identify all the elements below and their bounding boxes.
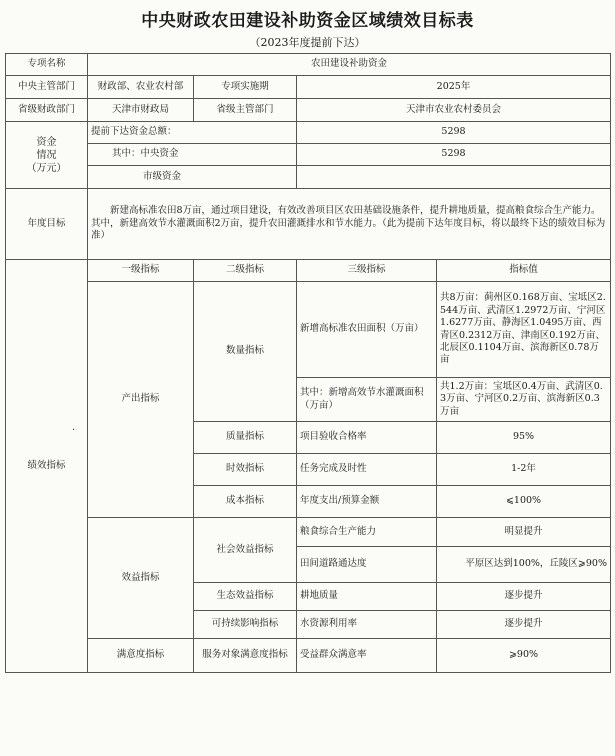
quality-level2: 质量指标 xyxy=(194,422,297,454)
central-dept-value: 财政部、农业农村部 xyxy=(88,76,194,99)
quantity-row2-value: 共1.2万亩：宝坻区0.4万亩、武清区0.3万亩、宁河区0.2万亩、滨海新区0.3万亩 xyxy=(437,378,611,422)
header-value: 指标值 xyxy=(437,260,611,282)
funds-total-row xyxy=(6,122,611,144)
indicators-section-label: 绩效指标 xyxy=(6,260,88,673)
funds-city-label: 市级资金 xyxy=(88,166,297,189)
satisfaction-level2: 服务对象满意度指标 xyxy=(194,639,297,673)
timeliness-level3: 任务完成及时性 xyxy=(297,454,437,486)
funds-total-value: 5298 xyxy=(297,122,611,144)
quality-value: 95% xyxy=(437,422,611,454)
sustainable-value: 逐步提升 xyxy=(437,611,611,639)
project-name-row xyxy=(6,54,611,76)
period-label: 专项实施期 xyxy=(194,76,297,99)
quantity-level2: 数量指标 xyxy=(194,282,297,422)
satisfaction-row xyxy=(6,639,611,673)
central-dept-label: 中央主管部门 xyxy=(6,76,88,99)
sustainable-level3: 水资源利用率 xyxy=(297,611,437,639)
cost-level3: 年度支出/预算金额 xyxy=(297,486,437,518)
annual-goal-row xyxy=(6,189,611,260)
sustainable-level2: 可持续影响指标 xyxy=(194,611,297,639)
social-row1-value: 明显提升 xyxy=(437,518,611,547)
period-value: 2025年 xyxy=(297,76,611,99)
quantity-row1-level3: 新增高标准农田面积（万亩） xyxy=(297,282,437,378)
header-level2: 二级指标 xyxy=(194,260,297,282)
project-name-label: 专项名称 xyxy=(6,54,88,76)
social-level2: 社会效益指标 xyxy=(194,518,297,583)
ecological-level2: 生态效益指标 xyxy=(194,583,297,611)
provincial-row xyxy=(6,99,611,122)
output-quantity-row-1 xyxy=(6,282,611,378)
central-dept-row xyxy=(6,76,611,99)
funds-central-label: 其中：中央资金 xyxy=(88,144,297,166)
quality-level3: 项目验收合格率 xyxy=(297,422,437,454)
ecological-level3: 耕地质量 xyxy=(297,583,437,611)
document-subtitle: （2023年度提前下达） xyxy=(249,36,366,49)
timeliness-level2: 时效指标 xyxy=(194,454,297,486)
prov-finance-value: 天津市财政局 xyxy=(88,99,194,122)
social-row1-level3: 粮食综合生产能力 xyxy=(297,518,437,547)
satisfaction-level3: 受益群众满意率 xyxy=(297,639,437,673)
project-name-value: 农田建设补助资金 xyxy=(88,54,611,76)
funds-central-row xyxy=(6,144,611,166)
prov-dept-label: 省级主管部门 xyxy=(194,99,297,122)
satisfaction-value: ⩾90% xyxy=(437,639,611,673)
prov-finance-label: 省级财政部门 xyxy=(6,99,88,122)
stray-mark: · xyxy=(72,425,76,436)
cost-level2: 成本指标 xyxy=(194,486,297,518)
funds-total-label: 提前下达资金总额： xyxy=(88,122,297,144)
funds-label: 资金 情况 （万元） xyxy=(6,122,88,189)
header-level1: 一级指标 xyxy=(88,260,194,282)
document-title: 中央财政农田建设补助资金区域绩效目标表 xyxy=(141,11,474,31)
satisfaction-level1: 满意度指标 xyxy=(88,639,194,673)
ecological-value: 逐步提升 xyxy=(437,583,611,611)
social-row2-value: 平原区达到100%，丘陵区⩾90% xyxy=(437,547,611,583)
indicator-header-row xyxy=(6,260,611,282)
prov-dept-value: 天津市农业农村委员会 xyxy=(297,99,611,122)
quantity-row2-level3: 其中：新增高效节水灌溉面积（万亩） xyxy=(297,378,437,422)
timeliness-value: 1-2年 xyxy=(437,454,611,486)
funds-central-value: 5298 xyxy=(297,144,611,166)
annual-goal-label: 年度目标 xyxy=(6,189,88,260)
funds-city-row xyxy=(6,166,611,189)
header-level3: 三级指标 xyxy=(297,260,437,282)
benefit-level1: 效益指标 xyxy=(88,518,194,639)
output-level1: 产出指标 xyxy=(88,282,194,518)
benefit-social-row-1 xyxy=(6,518,611,547)
funds-city-value xyxy=(297,166,611,189)
quantity-row1-value: 共8万亩：蓟州区0.168万亩、宝坻区2.544万亩、武清区1.2972万亩、宁河区1.6277万亩、静海区1.0495万亩、西青区0.2312万亩、津南区0.192万亩、北辰区0.1104万亩、滨海新区0.78万亩 xyxy=(437,282,611,378)
social-row2-level3: 田间道路通达度 xyxy=(297,547,437,583)
cost-value: ⩽100% xyxy=(437,486,611,518)
annual-goal-text: 新建高标准农田8万亩，通过项目建设，有效改善项目区农田基础设施条件，提升耕地质量，提高粮食综合生产能力。其中，新建高效节水灌溉面积2万亩，提升农田灌溉排水和节水能力。（此为提前下达年度目标，将以最终下达的绩效目标为准） xyxy=(88,189,611,260)
performance-table xyxy=(5,53,611,673)
